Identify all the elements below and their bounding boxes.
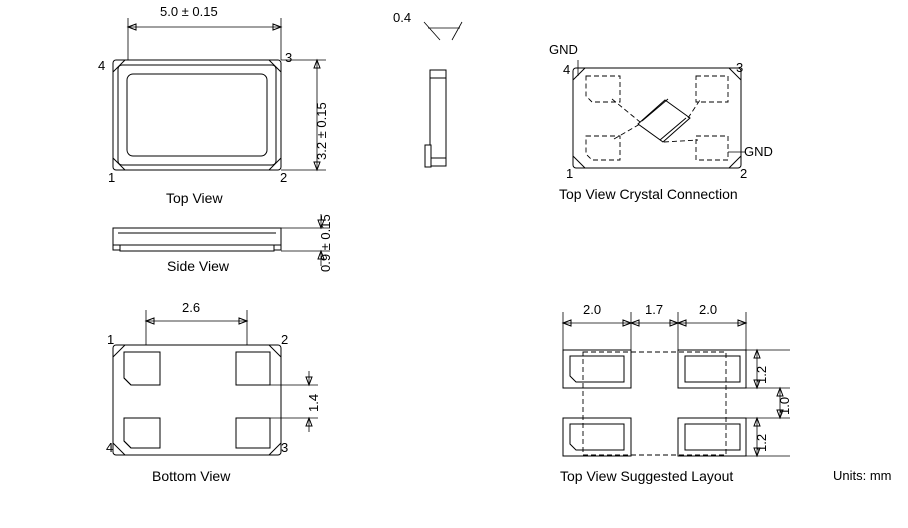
top-view-pin-4: 4 xyxy=(98,58,106,73)
crystal-connection-title: Top View Crystal Connection xyxy=(559,186,738,202)
suggested-layout-pad-height-top: 1.2 xyxy=(754,365,769,384)
crystal-connection-gnd-right: GND xyxy=(744,144,773,159)
suggested-layout-pad-width-right: 2.0 xyxy=(699,302,718,317)
top-view-pin-2: 2 xyxy=(280,170,288,185)
bottom-view-pin-1: 1 xyxy=(107,332,115,347)
bottom-view-pin-3: 3 xyxy=(281,440,289,455)
crystal-connection-pin-4: 4 xyxy=(563,62,571,77)
bottom-view-title: Bottom View xyxy=(152,468,231,484)
side-view-height-dimension: 0.9 ± 0.15 xyxy=(318,214,333,272)
suggested-layout-pad-height-bottom: 1.2 xyxy=(754,433,769,452)
crystal-connection-pin-2: 2 xyxy=(740,166,748,181)
suggested-layout-pad-width-left: 2.0 xyxy=(583,302,602,317)
end-view-thickness-dimension: 0.4 xyxy=(393,10,412,25)
bottom-view-pin-2: 2 xyxy=(281,332,289,347)
top-view-width-dimension: 5.0 ± 0.15 xyxy=(160,4,218,19)
bottom-view-pad-span-dimension: 1.4 xyxy=(306,393,321,412)
top-view-pin-3: 3 xyxy=(285,50,293,65)
crystal-connection-pin-1: 1 xyxy=(566,166,574,181)
top-view-pin-1: 1 xyxy=(108,170,116,185)
crystal-connection-gnd-top: GND xyxy=(549,42,578,57)
suggested-layout-gap-dimension: 1.7 xyxy=(645,302,664,317)
side-view-title: Side View xyxy=(167,258,230,274)
bottom-view-pin-4: 4 xyxy=(106,440,114,455)
top-view-height-dimension: 3.2 ± 0.15 xyxy=(314,102,329,160)
bottom-view-pad-pitch-dimension: 2.6 xyxy=(182,300,201,315)
suggested-layout-title: Top View Suggested Layout xyxy=(560,468,734,484)
top-view-title: Top View xyxy=(166,190,223,206)
suggested-layout-vertical-gap: 1.0 xyxy=(777,396,792,415)
crystal-connection-pin-3: 3 xyxy=(736,60,744,75)
units-note: Units: mm xyxy=(833,468,892,483)
